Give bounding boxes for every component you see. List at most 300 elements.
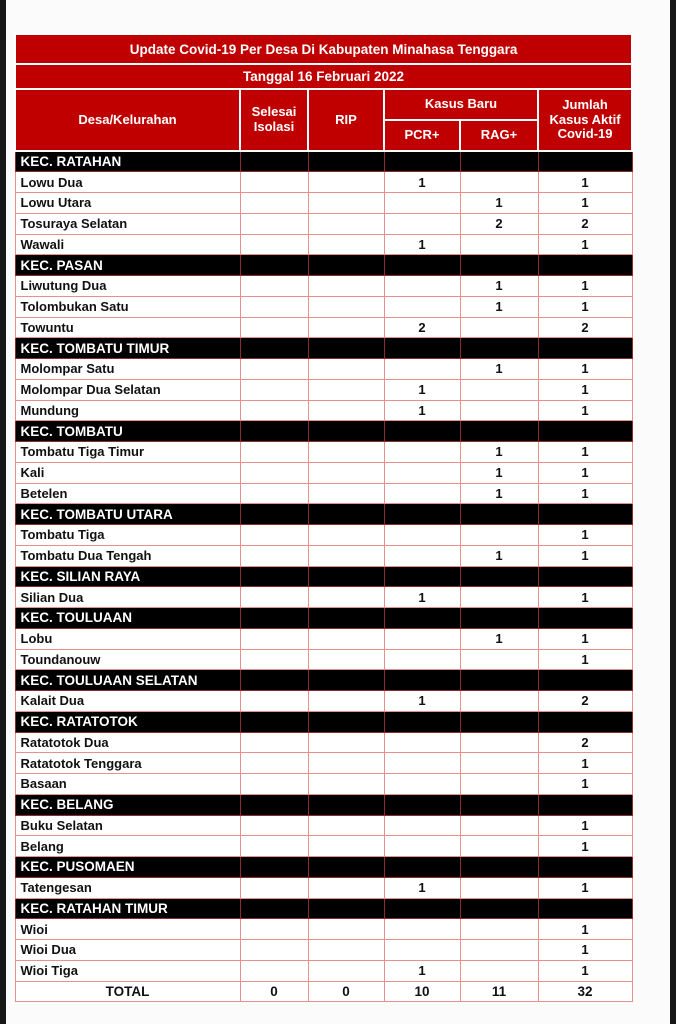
rag-cell <box>460 732 538 753</box>
village-row <box>15 836 632 857</box>
village-name: Lobu <box>15 628 240 649</box>
kecamatan-empty-cell <box>460 794 538 815</box>
village-name: Ratatotok Dua <box>15 732 240 753</box>
jumlah-cell: 1 <box>538 919 632 940</box>
village-row <box>15 587 632 608</box>
covid-update-table-wrap <box>14 33 631 1002</box>
village-row <box>15 691 632 712</box>
village-name: Towuntu <box>15 317 240 338</box>
rip-cell <box>308 877 384 898</box>
pcr-cell <box>384 483 460 504</box>
village-row <box>15 483 632 504</box>
kecamatan-label: KEC. TOMBATU <box>15 421 240 442</box>
pcr-cell: 1 <box>384 691 460 712</box>
rip-cell <box>308 545 384 566</box>
jumlah-cell: 1 <box>538 525 632 546</box>
rip-cell <box>308 691 384 712</box>
pcr-cell <box>384 545 460 566</box>
kecamatan-empty-cell <box>538 794 632 815</box>
village-row <box>15 379 632 400</box>
pcr-cell <box>384 442 460 463</box>
jumlah-cell: 1 <box>538 234 632 255</box>
col-header-selesai: Selesai Isolasi <box>240 89 308 151</box>
village-name: Wioi Tiga <box>15 960 240 981</box>
village-name: Tombatu Tiga Timur <box>15 442 240 463</box>
pcr-cell: 1 <box>384 960 460 981</box>
selesai-cell <box>240 483 308 504</box>
kecamatan-section-row <box>15 566 632 587</box>
kecamatan-section-row <box>15 898 632 919</box>
total-label: TOTAL <box>15 981 240 1002</box>
village-row <box>15 815 632 836</box>
kecamatan-empty-cell <box>538 898 632 919</box>
village-name: Basaan <box>15 774 240 795</box>
kecamatan-empty-cell <box>240 566 308 587</box>
pcr-cell: 1 <box>384 379 460 400</box>
kecamatan-label: KEC. TOULUAAN <box>15 608 240 629</box>
selesai-cell <box>240 276 308 297</box>
village-name: Lowu Utara <box>15 193 240 214</box>
kecamatan-empty-cell <box>384 421 460 442</box>
village-row <box>15 525 632 546</box>
kecamatan-empty-cell <box>384 794 460 815</box>
rag-cell <box>460 940 538 961</box>
right-edge-strip <box>670 0 676 1024</box>
village-name: Ratatotok Tenggara <box>15 753 240 774</box>
village-name: Liwutung Dua <box>15 276 240 297</box>
kecamatan-empty-cell <box>384 711 460 732</box>
jumlah-cell: 1 <box>538 172 632 193</box>
kecamatan-empty-cell <box>240 255 308 276</box>
rip-cell <box>308 587 384 608</box>
kecamatan-empty-cell <box>460 566 538 587</box>
kecamatan-empty-cell <box>460 338 538 359</box>
kecamatan-empty-cell <box>384 670 460 691</box>
jumlah-cell: 1 <box>538 753 632 774</box>
pcr-cell <box>384 815 460 836</box>
table-title: Update Covid-19 Per Desa Di Kabupaten Minahasa Tenggara <box>15 34 632 64</box>
kecamatan-empty-cell <box>384 504 460 525</box>
rag-cell: 1 <box>460 276 538 297</box>
jumlah-cell: 1 <box>538 649 632 670</box>
village-row <box>15 545 632 566</box>
selesai-cell <box>240 525 308 546</box>
village-row <box>15 276 632 297</box>
selesai-cell <box>240 442 308 463</box>
pcr-cell: 1 <box>384 877 460 898</box>
selesai-cell <box>240 753 308 774</box>
kecamatan-empty-cell <box>460 711 538 732</box>
rip-cell <box>308 193 384 214</box>
jumlah-cell: 1 <box>538 379 632 400</box>
kecamatan-empty-cell <box>538 338 632 359</box>
kecamatan-empty-cell <box>240 857 308 878</box>
village-name: Tolombukan Satu <box>15 296 240 317</box>
total-selesai-cell: 0 <box>240 981 308 1002</box>
kecamatan-empty-cell <box>240 711 308 732</box>
kecamatan-label: KEC. TOMBATU TIMUR <box>15 338 240 359</box>
kecamatan-empty-cell <box>538 857 632 878</box>
kecamatan-section-row <box>15 421 632 442</box>
rag-cell <box>460 525 538 546</box>
kecamatan-empty-cell <box>460 421 538 442</box>
pcr-cell: 1 <box>384 234 460 255</box>
kecamatan-label: KEC. BELANG <box>15 794 240 815</box>
kecamatan-empty-cell <box>460 151 538 172</box>
kecamatan-empty-cell <box>308 794 384 815</box>
kecamatan-empty-cell <box>308 421 384 442</box>
village-row <box>15 774 632 795</box>
jumlah-cell: 1 <box>538 193 632 214</box>
village-row <box>15 940 632 961</box>
village-name: Tombatu Tiga <box>15 525 240 546</box>
kecamatan-empty-cell <box>308 857 384 878</box>
jumlah-cell: 1 <box>538 628 632 649</box>
village-row <box>15 172 632 193</box>
kecamatan-empty-cell <box>308 151 384 172</box>
jumlah-cell: 2 <box>538 691 632 712</box>
rag-cell <box>460 234 538 255</box>
rip-cell <box>308 836 384 857</box>
kecamatan-empty-cell <box>460 504 538 525</box>
kecamatan-section-row <box>15 794 632 815</box>
kecamatan-empty-cell <box>460 608 538 629</box>
jumlah-cell: 2 <box>538 213 632 234</box>
rag-cell: 1 <box>460 193 538 214</box>
pcr-cell <box>384 774 460 795</box>
col-header-pcr: PCR+ <box>384 120 460 151</box>
kecamatan-empty-cell <box>384 857 460 878</box>
rip-cell <box>308 815 384 836</box>
village-row <box>15 960 632 981</box>
jumlah-cell: 1 <box>538 462 632 483</box>
selesai-cell <box>240 545 308 566</box>
village-name: Wioi Dua <box>15 940 240 961</box>
pcr-cell <box>384 462 460 483</box>
village-name: Kalait Dua <box>15 691 240 712</box>
kecamatan-empty-cell <box>538 608 632 629</box>
rip-cell <box>308 525 384 546</box>
village-row <box>15 732 632 753</box>
column-header-row <box>15 89 632 120</box>
village-name: Mundung <box>15 400 240 421</box>
total-jumlah-cell: 32 <box>538 981 632 1002</box>
rag-cell: 1 <box>460 483 538 504</box>
rag-cell <box>460 172 538 193</box>
rag-cell: 1 <box>460 545 538 566</box>
selesai-cell <box>240 296 308 317</box>
pcr-cell <box>384 628 460 649</box>
rag-cell <box>460 919 538 940</box>
village-name: Tatengesan <box>15 877 240 898</box>
kecamatan-empty-cell <box>240 151 308 172</box>
rag-cell <box>460 877 538 898</box>
kecamatan-section-row <box>15 857 632 878</box>
rip-cell <box>308 276 384 297</box>
village-name: Tosuraya Selatan <box>15 213 240 234</box>
rag-cell <box>460 379 538 400</box>
village-row <box>15 628 632 649</box>
kecamatan-section-row <box>15 670 632 691</box>
selesai-cell <box>240 919 308 940</box>
rip-cell <box>308 919 384 940</box>
kecamatan-empty-cell <box>308 608 384 629</box>
pcr-cell <box>384 213 460 234</box>
rag-cell: 1 <box>460 628 538 649</box>
kecamatan-empty-cell <box>240 898 308 919</box>
rag-cell: 1 <box>460 462 538 483</box>
kecamatan-empty-cell <box>538 255 632 276</box>
kecamatan-empty-cell <box>460 857 538 878</box>
rip-cell <box>308 628 384 649</box>
selesai-cell <box>240 940 308 961</box>
kecamatan-empty-cell <box>240 608 308 629</box>
jumlah-cell: 1 <box>538 940 632 961</box>
total-row <box>15 981 632 1002</box>
rag-cell: 1 <box>460 296 538 317</box>
selesai-cell <box>240 317 308 338</box>
kecamatan-empty-cell <box>538 504 632 525</box>
pcr-cell <box>384 732 460 753</box>
rip-cell <box>308 213 384 234</box>
kecamatan-empty-cell <box>240 670 308 691</box>
village-row <box>15 919 632 940</box>
rip-cell <box>308 940 384 961</box>
jumlah-cell: 1 <box>538 960 632 981</box>
table-date: Tanggal 16 Februari 2022 <box>15 64 632 89</box>
selesai-cell <box>240 877 308 898</box>
rag-cell <box>460 649 538 670</box>
rag-cell <box>460 815 538 836</box>
kecamatan-label: KEC. RATATOTOK <box>15 711 240 732</box>
rip-cell <box>308 400 384 421</box>
kecamatan-empty-cell <box>384 566 460 587</box>
village-row <box>15 877 632 898</box>
rag-cell: 1 <box>460 359 538 380</box>
pcr-cell <box>384 525 460 546</box>
rip-cell <box>308 732 384 753</box>
kecamatan-empty-cell <box>538 421 632 442</box>
kecamatan-empty-cell <box>308 338 384 359</box>
rag-cell <box>460 836 538 857</box>
rip-cell <box>308 172 384 193</box>
rip-cell <box>308 359 384 380</box>
kecamatan-empty-cell <box>308 566 384 587</box>
rag-cell <box>460 774 538 795</box>
kecamatan-empty-cell <box>384 898 460 919</box>
jumlah-cell: 1 <box>538 483 632 504</box>
col-header-jumlah: Jumlah Kasus Aktif Covid-19 <box>538 89 632 151</box>
rip-cell <box>308 649 384 670</box>
pcr-cell <box>384 359 460 380</box>
kecamatan-empty-cell <box>538 670 632 691</box>
kecamatan-empty-cell <box>384 151 460 172</box>
village-row <box>15 753 632 774</box>
kecamatan-empty-cell <box>308 255 384 276</box>
kecamatan-empty-cell <box>308 711 384 732</box>
pcr-cell <box>384 276 460 297</box>
rip-cell <box>308 379 384 400</box>
village-name: Wioi <box>15 919 240 940</box>
jumlah-cell: 1 <box>538 774 632 795</box>
village-name: Molompar Dua Selatan <box>15 379 240 400</box>
pcr-cell <box>384 193 460 214</box>
pcr-cell <box>384 836 460 857</box>
pcr-cell <box>384 919 460 940</box>
total-pcr-cell: 10 <box>384 981 460 1002</box>
selesai-cell <box>240 649 308 670</box>
village-name: Kali <box>15 462 240 483</box>
pcr-cell <box>384 296 460 317</box>
selesai-cell <box>240 960 308 981</box>
pcr-cell: 1 <box>384 587 460 608</box>
kecamatan-empty-cell <box>240 794 308 815</box>
kecamatan-empty-cell <box>240 504 308 525</box>
jumlah-cell: 2 <box>538 732 632 753</box>
kecamatan-label: KEC. TOULUAAN SELATAN <box>15 670 240 691</box>
rag-cell <box>460 317 538 338</box>
selesai-cell <box>240 400 308 421</box>
village-row <box>15 296 632 317</box>
covid-update-table <box>14 33 633 1002</box>
date-row <box>15 64 632 89</box>
rip-cell <box>308 753 384 774</box>
total-rip-cell: 0 <box>308 981 384 1002</box>
rag-cell <box>460 400 538 421</box>
kecamatan-empty-cell <box>240 338 308 359</box>
rip-cell <box>308 317 384 338</box>
selesai-cell <box>240 462 308 483</box>
kecamatan-empty-cell <box>240 421 308 442</box>
selesai-cell <box>240 774 308 795</box>
kecamatan-empty-cell <box>538 566 632 587</box>
village-row <box>15 317 632 338</box>
rip-cell <box>308 442 384 463</box>
village-name: Betelen <box>15 483 240 504</box>
village-row <box>15 234 632 255</box>
col-header-rag: RAG+ <box>460 120 538 151</box>
jumlah-cell: 1 <box>538 359 632 380</box>
selesai-cell <box>240 234 308 255</box>
rag-cell: 2 <box>460 213 538 234</box>
col-header-desa: Desa/Kelurahan <box>15 89 240 151</box>
pcr-cell: 1 <box>384 400 460 421</box>
pcr-cell: 2 <box>384 317 460 338</box>
jumlah-cell: 1 <box>538 815 632 836</box>
village-name: Buku Selatan <box>15 815 240 836</box>
kecamatan-empty-cell <box>384 255 460 276</box>
selesai-cell <box>240 193 308 214</box>
selesai-cell <box>240 213 308 234</box>
col-header-rip: RIP <box>308 89 384 151</box>
kecamatan-empty-cell <box>384 608 460 629</box>
village-name: Belang <box>15 836 240 857</box>
jumlah-cell: 1 <box>538 400 632 421</box>
village-row <box>15 649 632 670</box>
kecamatan-empty-cell <box>308 670 384 691</box>
rip-cell <box>308 774 384 795</box>
jumlah-cell: 1 <box>538 587 632 608</box>
village-name: Wawali <box>15 234 240 255</box>
pcr-cell <box>384 940 460 961</box>
rag-cell <box>460 960 538 981</box>
kecamatan-empty-cell <box>460 670 538 691</box>
jumlah-cell: 1 <box>538 442 632 463</box>
total-rag-cell: 11 <box>460 981 538 1002</box>
pcr-cell: 1 <box>384 172 460 193</box>
jumlah-cell: 1 <box>538 836 632 857</box>
kecamatan-section-row <box>15 504 632 525</box>
rag-cell <box>460 587 538 608</box>
selesai-cell <box>240 836 308 857</box>
village-row <box>15 442 632 463</box>
kecamatan-label: KEC. SILIAN RAYA <box>15 566 240 587</box>
selesai-cell <box>240 379 308 400</box>
kecamatan-section-row <box>15 255 632 276</box>
village-row <box>15 462 632 483</box>
village-row <box>15 193 632 214</box>
title-row <box>15 34 632 64</box>
kecamatan-empty-cell <box>538 711 632 732</box>
kecamatan-empty-cell <box>308 898 384 919</box>
rip-cell <box>308 483 384 504</box>
jumlah-cell: 2 <box>538 317 632 338</box>
kecamatan-section-row <box>15 711 632 732</box>
jumlah-cell: 1 <box>538 296 632 317</box>
left-edge-strip <box>0 0 6 1024</box>
col-header-kasus-baru: Kasus Baru <box>384 89 538 120</box>
village-name: Tombatu Dua Tengah <box>15 545 240 566</box>
kecamatan-label: KEC. PUSOMAEN <box>15 857 240 878</box>
kecamatan-empty-cell <box>384 338 460 359</box>
rag-cell <box>460 691 538 712</box>
rip-cell <box>308 234 384 255</box>
selesai-cell <box>240 691 308 712</box>
jumlah-cell: 1 <box>538 877 632 898</box>
kecamatan-section-row <box>15 338 632 359</box>
kecamatan-empty-cell <box>460 898 538 919</box>
kecamatan-label: KEC. RATAHAN TIMUR <box>15 898 240 919</box>
selesai-cell <box>240 628 308 649</box>
kecamatan-label: KEC. PASAN <box>15 255 240 276</box>
kecamatan-empty-cell <box>538 151 632 172</box>
selesai-cell <box>240 815 308 836</box>
rip-cell <box>308 462 384 483</box>
village-name: Silian Dua <box>15 587 240 608</box>
rip-cell <box>308 296 384 317</box>
jumlah-cell: 1 <box>538 545 632 566</box>
village-row <box>15 359 632 380</box>
kecamatan-empty-cell <box>308 504 384 525</box>
rip-cell <box>308 960 384 981</box>
village-name: Toundanouw <box>15 649 240 670</box>
kecamatan-section-row <box>15 151 632 172</box>
selesai-cell <box>240 732 308 753</box>
selesai-cell <box>240 172 308 193</box>
kecamatan-section-row <box>15 608 632 629</box>
selesai-cell <box>240 587 308 608</box>
jumlah-cell: 1 <box>538 276 632 297</box>
rag-cell <box>460 753 538 774</box>
village-row <box>15 213 632 234</box>
kecamatan-empty-cell <box>460 255 538 276</box>
rag-cell: 1 <box>460 442 538 463</box>
village-name: Lowu Dua <box>15 172 240 193</box>
selesai-cell <box>240 359 308 380</box>
pcr-cell <box>384 649 460 670</box>
pcr-cell <box>384 753 460 774</box>
village-row <box>15 400 632 421</box>
